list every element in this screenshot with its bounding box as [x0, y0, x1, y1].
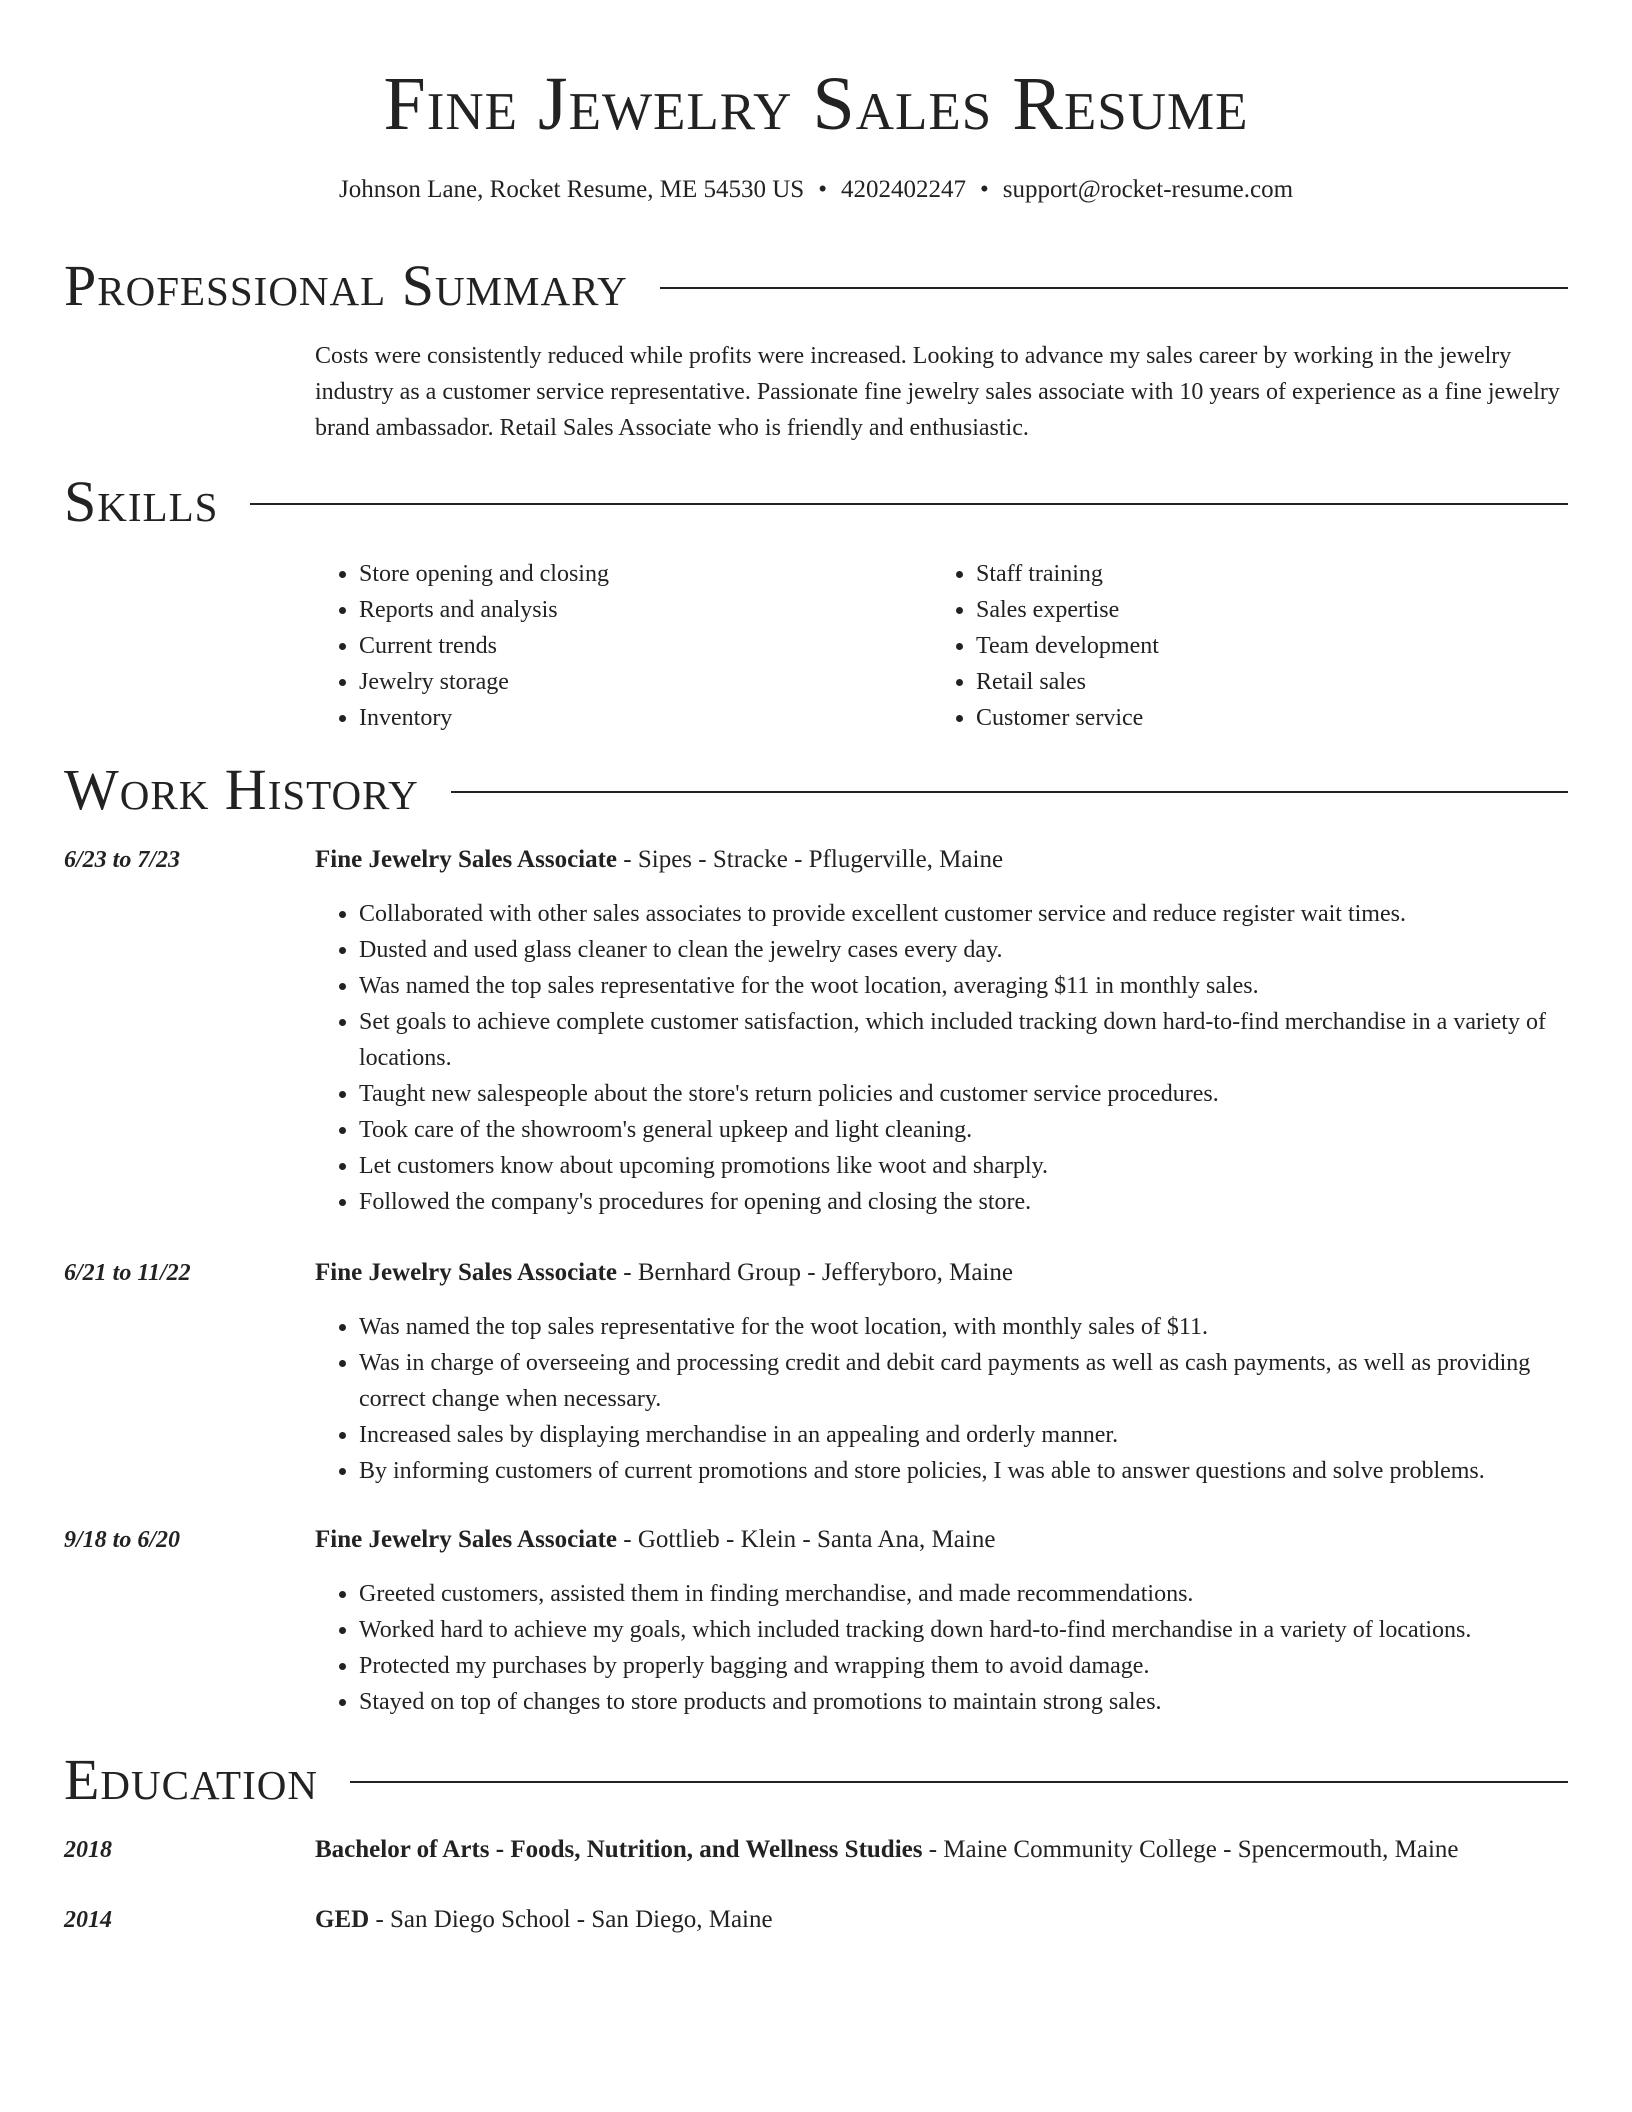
education-entry	[64, 1832, 1568, 1868]
section-title-skills: Skills	[64, 469, 219, 534]
skill-item: • Staff training	[976, 556, 1549, 592]
job-dates: 9/18 to 6/20	[64, 1527, 181, 1553]
education-heading	[315, 1832, 1568, 1868]
job-duty: • Worked hard to achieve my goals, which included tracking down hard-to-find merchandise in a variety of locations.	[359, 1612, 1568, 1648]
job-duty: • Increased sales by displaying merchandise in an appealing and orderly manner.	[359, 1417, 1568, 1453]
job-duty: • Protected my purchases by properly bagging and wrapping them to avoid damage.	[359, 1648, 1568, 1684]
skill-item: • Customer service	[976, 700, 1549, 736]
job-duty: • Followed the company's procedures for opening and closing the store.	[359, 1184, 1568, 1220]
job-employer: - Bernhard Group - Jefferyboro, Maine	[617, 1259, 1013, 1286]
contact-line	[0, 174, 1632, 206]
contact-address: Johnson Lane, Rocket Resume, ME 54530 US	[338, 176, 805, 203]
job-duty: • Was named the top sales representative for the woot location, with monthly sales of $11.	[359, 1309, 1568, 1345]
education-degree: GED	[315, 1906, 370, 1933]
resume-title: Fine Jewelry Sales Resume	[383, 62, 1249, 146]
contact-separator: •	[979, 176, 989, 203]
job-duties	[315, 1309, 1568, 1489]
section-title-education: Education	[64, 1747, 318, 1812]
job-title: Fine Jewelry Sales Associate	[315, 846, 618, 873]
job-heading	[315, 1522, 1568, 1558]
job-duty: • Was in charge of overseeing and processing credit and debit card payments as well as cash payments, as well as providing correct change when necessary.	[359, 1345, 1568, 1417]
education-entry	[64, 1902, 1568, 1938]
contact-phone: 4202402247	[840, 176, 966, 203]
job-duty: • Took care of the showroom's general upkeep and light cleaning.	[359, 1112, 1568, 1148]
job-duty: • Set goals to achieve complete customer satisfaction, which included tracking down hard-to-find merchandise in a variety of locations.	[359, 1004, 1568, 1076]
section-title-work-history: Work History	[64, 757, 419, 822]
job-duty: • Stayed on top of changes to store products and promotions to maintain strong sales.	[359, 1684, 1568, 1720]
skill-item: • Reports and analysis	[359, 592, 932, 628]
skill-item: • Team development	[976, 628, 1549, 664]
job-heading	[315, 1255, 1568, 1291]
job-entry	[64, 1522, 1568, 1720]
education-school: - San Diego School - San Diego, Maine	[369, 1906, 773, 1933]
summary-text: Costs were consistently reduced while profits were increased. Looking to advance my sales career by working in the jewelry industry as a customer service representative. Passionate fine jewelry sales associate with 10 years of experience as a fine jewelry brand ambassador. Retail Sales Associate who is friendly and enthusiastic.	[315, 343, 1560, 441]
skill-item: • Retail sales	[976, 664, 1549, 700]
job-duty: • Taught new salespeople about the store's return policies and customer service procedures.	[359, 1076, 1568, 1112]
contact-separator: •	[818, 176, 827, 203]
section-divider	[350, 1781, 1568, 1783]
job-duty: • Collaborated with other sales associates to provide excellent customer service and reduce register wait times.	[359, 896, 1568, 932]
skill-item: • Inventory	[359, 700, 932, 736]
education-year: 2014	[64, 1907, 112, 1933]
job-duty: • Greeted customers, assisted them in finding merchandise, and made recommendations.	[359, 1576, 1568, 1612]
section-title-summary: Professional Summary	[64, 253, 628, 318]
education-degree: Bachelor of Arts - Foods, Nutrition, and Wellness Studies	[315, 1836, 923, 1863]
section-header-skills	[64, 470, 1568, 534]
job-title: Fine Jewelry Sales Associate	[315, 1526, 618, 1553]
section-divider	[660, 287, 1568, 289]
skill-item: • Store opening and closing	[359, 556, 932, 592]
job-heading	[315, 842, 1568, 878]
job-duties	[315, 896, 1568, 1220]
job-dates: 6/21 to 11/22	[64, 1260, 191, 1286]
job-dates: 6/23 to 7/23	[64, 847, 181, 873]
education-heading	[315, 1902, 1568, 1938]
contact-email: support@rocket-resume.com	[1002, 176, 1294, 203]
section-header-work-history	[64, 758, 1568, 822]
section-divider	[451, 791, 1568, 793]
job-duties	[315, 1576, 1568, 1720]
job-duty: • Was named the top sales representative for the woot location, averaging $11 in monthly sales.	[359, 968, 1568, 1004]
skills-list	[315, 556, 1568, 736]
job-entry	[64, 842, 1568, 1220]
education-year: 2018	[64, 1837, 112, 1863]
skill-item: • Jewelry storage	[359, 664, 932, 700]
job-duty: • Dusted and used glass cleaner to clean the jewelry cases every day.	[359, 932, 1568, 968]
job-title: Fine Jewelry Sales Associate	[315, 1259, 618, 1286]
skill-item: • Sales expertise	[976, 592, 1549, 628]
job-entry	[64, 1255, 1568, 1489]
skill-item: • Current trends	[359, 628, 932, 664]
job-employer: - Sipes - Stracke - Pflugerville, Maine	[617, 846, 1004, 873]
education-school: - Maine Community College - Spencermouth, Maine	[922, 1836, 1459, 1863]
skills-column-1	[315, 556, 932, 736]
job-duty: • By informing customers of current promotions and store policies, I was able to answer questions and solve problems.	[359, 1453, 1568, 1489]
section-divider	[250, 503, 1568, 505]
skills-column-2	[932, 556, 1549, 736]
section-header-summary	[64, 254, 1568, 318]
section-header-education	[64, 1748, 1568, 1812]
job-duty: • Let customers know about upcoming promotions like woot and sharply.	[359, 1148, 1568, 1184]
job-employer: - Gottlieb - Klein - Santa Ana, Maine	[617, 1526, 996, 1553]
